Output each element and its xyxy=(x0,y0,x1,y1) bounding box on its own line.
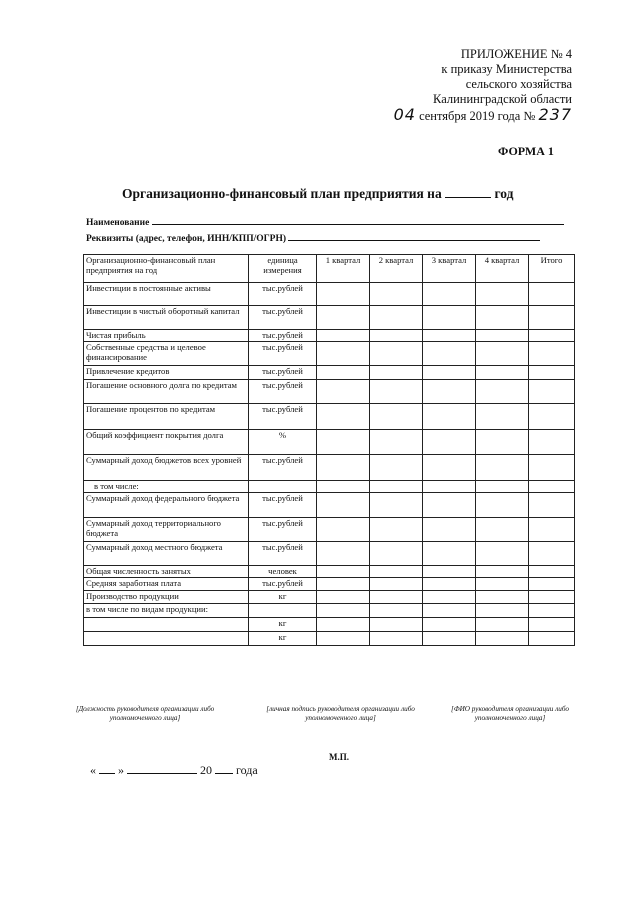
cell-q4[interactable] xyxy=(476,404,529,430)
cell-total[interactable] xyxy=(529,566,575,578)
row-label: Суммарный доход территориального бюджета xyxy=(84,518,249,542)
table-row xyxy=(84,430,575,455)
row-label xyxy=(84,632,249,646)
cell-q2[interactable] xyxy=(370,306,423,330)
cell-q1[interactable] xyxy=(317,430,370,455)
cell-q1[interactable] xyxy=(317,493,370,518)
cell-q1[interactable] xyxy=(317,618,370,632)
cell-q1[interactable] xyxy=(317,283,370,306)
cell-q1[interactable] xyxy=(317,404,370,430)
name-label: Наименование xyxy=(86,218,150,228)
cell-q4[interactable] xyxy=(476,330,529,342)
cell-q3[interactable] xyxy=(423,493,476,518)
row-unit: тыс.рублей xyxy=(249,493,317,518)
cell-total[interactable] xyxy=(529,493,575,518)
date-close-quote: » xyxy=(118,763,124,777)
day-blank[interactable] xyxy=(99,762,115,774)
cell-q4[interactable] xyxy=(476,430,529,455)
row-unit: тыс.рублей xyxy=(249,380,317,404)
cell-q3[interactable] xyxy=(423,380,476,404)
cell-q3[interactable] xyxy=(423,591,476,604)
header-q3: 3 квартал xyxy=(423,255,476,283)
cell-total[interactable] xyxy=(529,481,575,493)
appendix-date-line xyxy=(352,107,572,124)
row-label: Производство продукции xyxy=(84,591,249,604)
row-label: Инвестиции в чистый оборотный капитал xyxy=(84,306,249,330)
cell-total[interactable] xyxy=(529,604,575,618)
cell-q4[interactable] xyxy=(476,366,529,380)
cell-q4[interactable] xyxy=(476,632,529,646)
row-unit: тыс.рублей xyxy=(249,283,317,306)
row-label: Общий коэффициент покрытия долга xyxy=(84,430,249,455)
appendix-header xyxy=(352,47,572,124)
cell-q3[interactable] xyxy=(423,578,476,591)
cell-q1[interactable] xyxy=(317,578,370,591)
header-q2: 2 квартал xyxy=(370,255,423,283)
cell-total[interactable] xyxy=(529,283,575,306)
details-label: Реквизиты (адрес, телефон, ИНН/КПП/ОГРН) xyxy=(86,234,287,244)
year-blank[interactable] xyxy=(445,186,491,198)
cell-q3[interactable] xyxy=(423,566,476,578)
table-row xyxy=(84,306,575,330)
row-unit: тыс.рублей xyxy=(249,542,317,566)
cell-q2[interactable] xyxy=(370,380,423,404)
cell-q4[interactable] xyxy=(476,481,529,493)
cell-q2[interactable] xyxy=(370,578,423,591)
row-unit: тыс.рублей xyxy=(249,366,317,380)
signature-fullname-caption: [ФИО руководителя организации либо уполномоченного лица] xyxy=(451,705,569,722)
table-row xyxy=(84,578,575,591)
table-row xyxy=(84,591,575,604)
cell-q4[interactable] xyxy=(476,604,529,618)
cell-q1[interactable] xyxy=(317,604,370,618)
cell-q1[interactable] xyxy=(317,566,370,578)
cell-q2[interactable] xyxy=(370,366,423,380)
cell-q4[interactable] xyxy=(476,455,529,481)
row-unit xyxy=(249,604,317,618)
cell-total[interactable] xyxy=(529,632,575,646)
cell-q3[interactable] xyxy=(423,366,476,380)
row-unit: тыс.рублей xyxy=(249,578,317,591)
handwritten-day: 04 xyxy=(393,105,416,124)
row-label: Инвестиции в постоянные активы xyxy=(84,283,249,306)
row-unit: человек xyxy=(249,566,317,578)
table-row xyxy=(84,366,575,380)
cell-total[interactable] xyxy=(529,342,575,366)
document-title xyxy=(122,186,513,202)
cell-q3[interactable] xyxy=(423,404,476,430)
cell-q1[interactable] xyxy=(317,330,370,342)
row-label: Собственные средства и целевое финансирование xyxy=(84,342,249,366)
cell-q4[interactable] xyxy=(476,591,529,604)
table-row xyxy=(84,604,575,618)
cell-q1[interactable] xyxy=(317,306,370,330)
cell-total[interactable] xyxy=(529,430,575,455)
details-field xyxy=(86,229,540,244)
cell-q4[interactable] xyxy=(476,566,529,578)
month-blank[interactable] xyxy=(127,762,197,774)
table-row xyxy=(84,342,575,366)
cell-q3[interactable] xyxy=(423,306,476,330)
cell-q2[interactable] xyxy=(370,430,423,455)
cell-q1[interactable] xyxy=(317,632,370,646)
cell-q3[interactable] xyxy=(423,481,476,493)
cell-total[interactable] xyxy=(529,455,575,481)
cell-total[interactable] xyxy=(529,404,575,430)
row-unit: кг xyxy=(249,618,317,632)
date-open-quote: « xyxy=(90,763,96,777)
cell-q2[interactable] xyxy=(370,632,423,646)
year-prefix: 20 xyxy=(200,763,212,777)
cell-q2[interactable] xyxy=(370,618,423,632)
cell-q1[interactable] xyxy=(317,481,370,493)
cell-q2[interactable] xyxy=(370,604,423,618)
row-label: Чистая прибыль xyxy=(84,330,249,342)
cell-q4[interactable] xyxy=(476,618,529,632)
cell-total[interactable] xyxy=(529,542,575,566)
cell-q1[interactable] xyxy=(317,342,370,366)
cell-total[interactable] xyxy=(529,591,575,604)
cell-q4[interactable] xyxy=(476,380,529,404)
cell-q2[interactable] xyxy=(370,481,423,493)
cell-q3[interactable] xyxy=(423,518,476,542)
table-row xyxy=(84,330,575,342)
row-unit: кг xyxy=(249,632,317,646)
form-label: ФОРМА 1 xyxy=(498,144,554,158)
cell-q1[interactable] xyxy=(317,455,370,481)
table-row xyxy=(84,404,575,430)
row-unit: тыс.рублей xyxy=(249,455,317,481)
date-line xyxy=(90,762,258,778)
cell-q1[interactable] xyxy=(317,366,370,380)
table-row xyxy=(84,518,575,542)
cell-q1[interactable] xyxy=(317,518,370,542)
cell-q4[interactable] xyxy=(476,542,529,566)
table-row xyxy=(84,380,575,404)
cell-q2[interactable] xyxy=(370,518,423,542)
cell-q1[interactable] xyxy=(317,380,370,404)
cell-q4[interactable] xyxy=(476,578,529,591)
cell-total[interactable] xyxy=(529,306,575,330)
cell-q3[interactable] xyxy=(423,632,476,646)
row-label: Суммарный доход местного бюджета xyxy=(84,542,249,566)
cell-total[interactable] xyxy=(529,380,575,404)
row-label: Общая численность занятых xyxy=(84,566,249,578)
cell-q2[interactable] xyxy=(370,493,423,518)
cell-q2[interactable] xyxy=(370,330,423,342)
cell-q3[interactable] xyxy=(423,604,476,618)
row-unit: тыс.рублей xyxy=(249,518,317,542)
appendix-line: сельского хозяйства xyxy=(465,77,572,91)
table-row xyxy=(84,481,575,493)
cell-q1[interactable] xyxy=(317,542,370,566)
title-text: Организационно-финансовый план предприятия на xyxy=(122,186,442,201)
cell-total[interactable] xyxy=(529,618,575,632)
row-label: Погашение основного долга по кредитам xyxy=(84,380,249,404)
name-input-line[interactable] xyxy=(152,213,564,225)
appendix-title: ПРИЛОЖЕНИЕ № 4 xyxy=(460,47,572,61)
handwritten-order-number: 237 xyxy=(538,105,572,124)
cell-q2[interactable] xyxy=(370,342,423,366)
signature-position-caption: [Должность руководителя организации либо уполномоченного лица] xyxy=(75,705,215,722)
details-input-line[interactable] xyxy=(288,229,540,241)
row-unit: тыс.рублей xyxy=(249,404,317,430)
stamp-place: М.П. xyxy=(329,752,349,762)
title-suffix: год xyxy=(494,186,514,201)
year-suffix: года xyxy=(236,763,258,777)
table-row xyxy=(84,632,575,646)
row-unit: тыс.рублей xyxy=(249,330,317,342)
cell-q2[interactable] xyxy=(370,566,423,578)
cell-q4[interactable] xyxy=(476,306,529,330)
row-unit: кг xyxy=(249,591,317,604)
row-label: Суммарный доход федерального бюджета xyxy=(84,493,249,518)
row-label: Погашение процентов по кредитам xyxy=(84,404,249,430)
cell-q3[interactable] xyxy=(423,342,476,366)
cell-q4[interactable] xyxy=(476,342,529,366)
cell-q2[interactable] xyxy=(370,283,423,306)
signature-sign-caption: [личная подпись руководителя организации либо уполномоченного лица] xyxy=(266,705,415,722)
header-q1: 1 квартал xyxy=(317,255,370,283)
cell-total[interactable] xyxy=(529,366,575,380)
row-unit: % xyxy=(249,430,317,455)
table-row xyxy=(84,566,575,578)
row-label: Средняя заработная плата xyxy=(84,578,249,591)
row-unit: тыс.рублей xyxy=(249,306,317,330)
cell-q3[interactable] xyxy=(423,618,476,632)
cell-q3[interactable] xyxy=(423,430,476,455)
cell-q3[interactable] xyxy=(423,283,476,306)
table-row xyxy=(84,618,575,632)
year-blank-footer[interactable] xyxy=(215,762,233,774)
plan-table xyxy=(83,254,575,646)
cell-total[interactable] xyxy=(529,330,575,342)
cell-q2[interactable] xyxy=(370,455,423,481)
row-label: в том числе: xyxy=(84,481,249,493)
row-unit: тыс.рублей xyxy=(249,342,317,366)
cell-q4[interactable] xyxy=(476,493,529,518)
cell-q1[interactable] xyxy=(317,591,370,604)
cell-q4[interactable] xyxy=(476,518,529,542)
appendix-date-text: сентября 2019 года № xyxy=(419,109,536,123)
appendix-line: к приказу Министерства xyxy=(441,62,572,76)
row-label: Суммарный доход бюджетов всех уровней xyxy=(84,455,249,481)
cell-q3[interactable] xyxy=(423,330,476,342)
cell-q2[interactable] xyxy=(370,542,423,566)
appendix-line: Калининградской области xyxy=(433,92,572,106)
cell-q4[interactable] xyxy=(476,283,529,306)
table-header-row xyxy=(84,255,575,283)
table-row xyxy=(84,455,575,481)
row-label xyxy=(84,618,249,632)
table-row xyxy=(84,493,575,518)
name-field xyxy=(86,213,564,228)
header-total: Итого xyxy=(529,255,575,283)
cell-total[interactable] xyxy=(529,518,575,542)
table-row xyxy=(84,283,575,306)
header-unit: единица измерения xyxy=(249,255,317,283)
row-label: в том числе по видам продукции: xyxy=(84,604,249,618)
cell-total[interactable] xyxy=(529,578,575,591)
table-row xyxy=(84,542,575,566)
header-q4: 4 квартал xyxy=(476,255,529,283)
row-label: Привлечение кредитов xyxy=(84,366,249,380)
cell-q2[interactable] xyxy=(370,591,423,604)
cell-q3[interactable] xyxy=(423,455,476,481)
cell-q2[interactable] xyxy=(370,404,423,430)
cell-q3[interactable] xyxy=(423,542,476,566)
header-item: Организационно-финансовый план предприятия на год xyxy=(84,255,249,283)
row-unit xyxy=(249,481,317,493)
